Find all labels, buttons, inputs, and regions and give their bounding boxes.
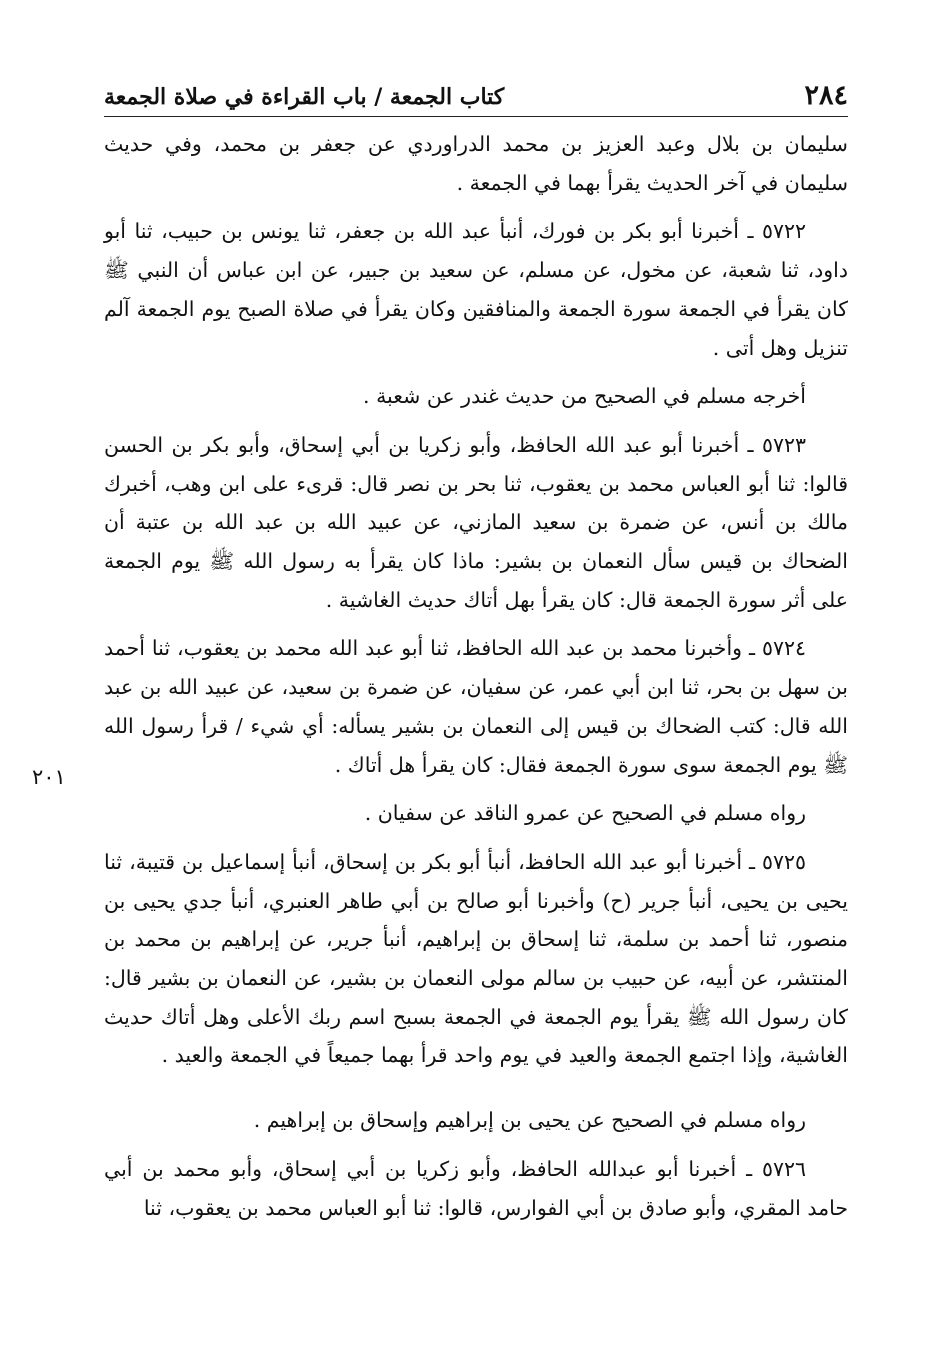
takhrij-note: رواه مسلم في الصحيح عن عمرو الناقد عن سفيان .	[364, 801, 806, 826]
margin-page-reference: ٢٠١	[32, 765, 66, 789]
hadith-5725: ٥٧٢٥ ـ أخبرنا أبو عبد الله الحافظ، أنبأ أبو بكر بن إسحاق، أنبأ إسماعيل بن قتيبة، ثنا يحيى بن يحيى، أنبأ جرير (ح) وأخبرنا أبو صالح بن أبي طاهر العنبري، أنبأ جدي يحيى بن منصور، ثنا أحمد بن سلمة، ثنا إسحاق بن إبراهيم، أنبأ جرير، عن إبراهيم بن محمد بن المنتشر، عن أبيه، عن حبيب بن سالم مولى النعمان بن بشير، عن النعمان بن بشير قال: كان رسول الله ﷺ يقرأ يوم الجمعة في الجمعة بسبح اسم ربك الأعلى وهل أتاك حديث الغاشية، وإذا اجتمع الجمعة والعيد في يوم واحد قرأ بهما جميعاً في الجمعة والعيد .	[104, 849, 848, 1068]
body-text	[104, 125, 848, 1237]
takhrij-note: أخرجه مسلم في الصحيح من حديث غندر عن شعبة .	[363, 384, 806, 409]
paragraph-continuation: سليمان بن بلال وعبد العزيز بن محمد الدراوردي عن جعفر بن محمد، وفي حديث سليمان في آخر الحديث يقرأ بهما في الجمعة .	[104, 132, 848, 195]
page-number: ٢٨٤	[804, 80, 848, 111]
takhrij-note: رواه مسلم في الصحيح عن يحيى بن إبراهيم وإسحاق بن إبراهيم .	[253, 1108, 806, 1133]
running-title: كتاب الجمعة / باب القراءة في صلاة الجمعة	[104, 84, 505, 110]
hadith-5726: ٥٧٢٦ ـ أخبرنا أبو عبدالله الحافظ، وأبو زكريا بن أبي إسحاق، وأبو محمد بن أبي حامد المقري، وأبو صادق بن أبي الفوارس، قالوا: ثنا أبو العباس محمد بن يعقوب، ثنا	[104, 1156, 848, 1220]
hadith-5724: ٥٧٢٤ ـ وأخبرنا محمد بن عبد الله الحافظ، ثنا أبو عبد الله محمد بن يعقوب، ثنا أحمد بن سهل بن بحر، ثنا ابن أبي عمر، عن سفيان، عن ضمرة بن سعيد، عن عبيد الله بن عبد الله قال: كتب الضحاك بن قيس إلى النعمان بن بشير يسأله: أي شيء / قرأ رسول الله ﷺ يوم الجمعة سوى سورة الجمعة فقال: كان يقرأ هل أتاك .	[104, 636, 848, 777]
hadith-5723: ٥٧٢٣ ـ أخبرنا أبو عبد الله الحافظ، وأبو زكريا بن أبي إسحاق، وأبو بكر بن الحسن قالوا: ثنا أبو العباس محمد بن يعقوب، ثنا بحر بن نصر قال: قرىء على ابن وهب، أخبرك مالك بن أنس، عن ضمرة بن سعيد المازني، عن عبيد الله بن عبد الله بن عتبة أن الضحاك بن قيس سأل النعمان بن بشير: ماذا كان يقرأ به رسول الله ﷺ يوم الجمعة على أثر سورة الجمعة قال: كان يقرأ بهل أتاك حديث الغاشية .	[104, 432, 848, 612]
hadith-5722: ٥٧٢٢ ـ أخبرنا أبو بكر بن فورك، أنبأ عبد الله بن جعفر، ثنا يونس بن حبيب، ثنا أبو داود، ثنا شعبة، عن مخول، عن مسلم، عن سعيد بن جبير، عن ابن عباس أن النبي ﷺ كان يقرأ في الجمعة سورة الجمعة والمنافقين وكان يقرأ في صلاة الصبح يوم الجمعة آلم تنزيل وهل أتى .	[104, 219, 848, 360]
page-header	[104, 76, 848, 117]
